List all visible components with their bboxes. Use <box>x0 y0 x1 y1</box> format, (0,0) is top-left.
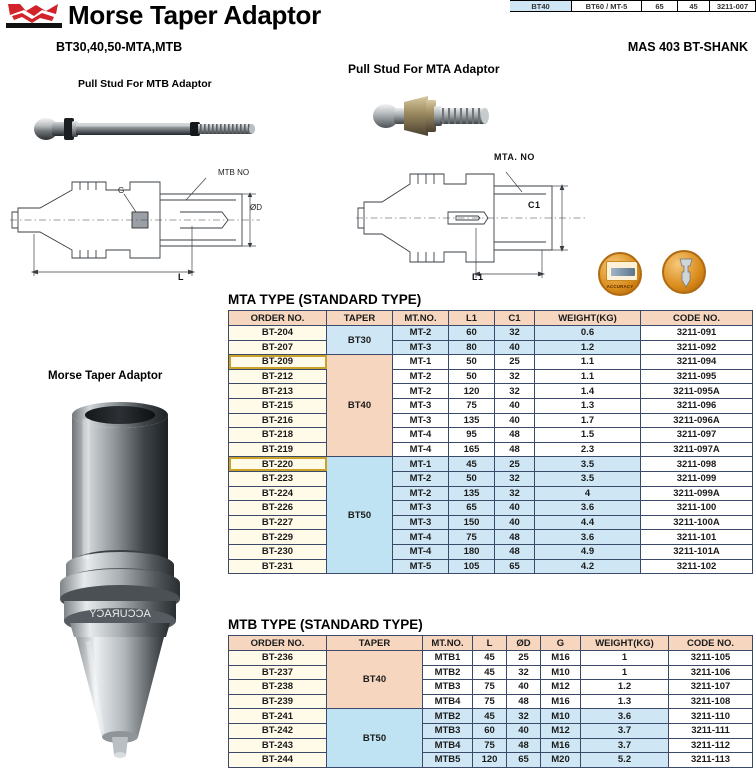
cell-od: 65 <box>507 753 541 768</box>
mta-table-header-row <box>229 311 753 326</box>
cell-mtno: MT-2 <box>393 486 449 501</box>
cell-c1: 40 <box>495 340 535 355</box>
mtb-line-drawing <box>10 160 260 280</box>
mtb-header-4: ØD <box>507 636 541 651</box>
label-g: G <box>118 186 125 195</box>
cell-weight: 1.1 <box>535 355 641 370</box>
table-row[interactable] <box>229 486 753 501</box>
cell-order-no: BT-241 <box>229 709 327 724</box>
table-row[interactable] <box>229 709 753 724</box>
cell-weight: 5.2 <box>581 753 669 768</box>
cell-weight: 3.6 <box>581 709 669 724</box>
logo-bar <box>6 23 62 28</box>
cell-order-no: BT-215 <box>229 398 327 413</box>
mtb-header-7: CODE NO. <box>669 636 753 651</box>
top-partial-table <box>510 0 756 12</box>
cell-c1: 32 <box>495 471 535 486</box>
cell-taper: BT50 <box>327 457 393 574</box>
cell-weight: 4 <box>535 486 641 501</box>
cell-mtno: MTB3 <box>423 680 473 695</box>
mtb-table-block <box>228 617 753 768</box>
cell-c1: 25 <box>495 457 535 472</box>
cell-code: 3211-100 <box>641 501 753 516</box>
label-c1: C1 <box>528 200 541 210</box>
page-title: Morse Taper Adaptor <box>68 0 321 30</box>
table-row[interactable] <box>229 515 753 530</box>
cell-weight: 1.3 <box>535 398 641 413</box>
cell-order-no: BT-231 <box>229 559 327 574</box>
cell-mtno: MTB4 <box>423 738 473 753</box>
cell-code: 3211-094 <box>641 355 753 370</box>
cell-weight: 1.1 <box>535 369 641 384</box>
cell-code: 3211-098 <box>641 457 753 472</box>
cell-l1: 180 <box>449 544 495 559</box>
cell-mtno: MT-2 <box>393 384 449 399</box>
cell-c1: 48 <box>495 530 535 545</box>
cell-weight: 3.5 <box>535 457 641 472</box>
mta-header-1: TAPER <box>327 311 393 326</box>
cell-l1: 50 <box>449 471 495 486</box>
cell-code: 3211-105 <box>669 651 753 666</box>
table-row[interactable] <box>229 501 753 516</box>
cell-od: 32 <box>507 665 541 680</box>
cell-order-no: BT-239 <box>229 694 327 709</box>
cell-order-no: BT-220 <box>229 457 327 472</box>
accuracy-badge-label: ACCURACY <box>606 284 634 289</box>
mta-header-3: L1 <box>449 311 495 326</box>
cell-l1: 50 <box>449 369 495 384</box>
label-l1: L1 <box>472 272 484 282</box>
cell-code: 3211-108 <box>669 694 753 709</box>
cell-order-no: BT-243 <box>229 738 327 753</box>
table-row[interactable] <box>229 753 753 768</box>
table-row[interactable] <box>229 471 753 486</box>
cell-code: 3211-110 <box>669 709 753 724</box>
cell-taper: BT50 <box>327 709 423 767</box>
top-cell-4: 45 <box>678 0 710 11</box>
cell-mtno: MT-3 <box>393 398 449 413</box>
cell-mtno: MT-2 <box>393 471 449 486</box>
cell-l1: 135 <box>449 413 495 428</box>
cell-code: 3211-106 <box>669 665 753 680</box>
cell-code: 3211-111 <box>669 723 753 738</box>
cell-order-no: BT-216 <box>229 413 327 428</box>
top-cell-2: BT60 / MT-5 <box>572 0 642 11</box>
badge-illustration <box>606 261 638 281</box>
cell-g: M16 <box>541 694 581 709</box>
top-cell-1: BT40 <box>510 0 572 11</box>
cell-od: 40 <box>507 723 541 738</box>
toolholder-icon <box>677 258 695 288</box>
cell-l: 45 <box>473 651 507 666</box>
table-row[interactable] <box>229 694 753 709</box>
product-brand-text: ACCURACY <box>89 608 151 620</box>
table-row[interactable] <box>229 738 753 753</box>
mtb-header-1: TAPER <box>327 636 423 651</box>
table-row[interactable] <box>229 651 753 666</box>
mta-header-2: MT.NO. <box>393 311 449 326</box>
table-row[interactable] <box>229 442 753 457</box>
table-row[interactable] <box>229 428 753 443</box>
cell-l1: 75 <box>449 530 495 545</box>
cell-weight: 4.4 <box>535 515 641 530</box>
cell-code: 3211-100A <box>641 515 753 530</box>
cell-mtno: MT-3 <box>393 340 449 355</box>
cell-code: 3211-099 <box>641 471 753 486</box>
cell-order-no: BT-238 <box>229 680 327 695</box>
cell-l: 120 <box>473 753 507 768</box>
cell-c1: 32 <box>495 486 535 501</box>
mta-header-6: CODE NO. <box>641 311 753 326</box>
mtb-table-title: MTB TYPE (STANDARD TYPE) <box>228 617 423 632</box>
label-l: L <box>178 272 184 282</box>
cell-weight: 3.7 <box>581 738 669 753</box>
table-row[interactable] <box>229 355 753 370</box>
cell-code: 3211-101 <box>641 530 753 545</box>
cell-c1: 25 <box>495 355 535 370</box>
cell-weight: 2.3 <box>535 442 641 457</box>
cell-l1: 105 <box>449 559 495 574</box>
cell-l1: 150 <box>449 515 495 530</box>
cell-od: 32 <box>507 709 541 724</box>
mtb-table-header-row <box>229 636 753 651</box>
cell-order-no: BT-209 <box>229 355 327 370</box>
cell-weight: 3.7 <box>581 723 669 738</box>
caption-pull-stud-mta: Pull Stud For MTA Adaptor <box>348 62 500 76</box>
cell-order-no: BT-230 <box>229 544 327 559</box>
cell-c1: 48 <box>495 544 535 559</box>
cell-l: 75 <box>473 694 507 709</box>
cell-code: 3211-096A <box>641 413 753 428</box>
cell-l1: 45 <box>449 457 495 472</box>
table-row[interactable] <box>229 384 753 399</box>
cell-code: 3211-112 <box>669 738 753 753</box>
cell-mtno: MT-4 <box>393 428 449 443</box>
cell-g: M16 <box>541 651 581 666</box>
cell-code: 3211-097 <box>641 428 753 443</box>
cell-order-no: BT-242 <box>229 723 327 738</box>
accuracy-badge <box>598 252 642 296</box>
cell-weight: 1.4 <box>535 384 641 399</box>
label-mtb-no: MTB NO <box>218 168 250 177</box>
cell-l1: 95 <box>449 428 495 443</box>
cell-mtno: MTB5 <box>423 753 473 768</box>
rigidity-badge <box>662 250 706 294</box>
cell-weight: 1 <box>581 665 669 680</box>
cell-weight: 4.9 <box>535 544 641 559</box>
cell-l: 45 <box>473 709 507 724</box>
cell-weight: 1 <box>581 651 669 666</box>
cell-weight: 4.2 <box>535 559 641 574</box>
label-mta-no: MTA. NO <box>494 152 535 162</box>
cell-order-no: BT-226 <box>229 501 327 516</box>
cell-c1: 65 <box>495 559 535 574</box>
cell-code: 3211-097A <box>641 442 753 457</box>
table-row[interactable] <box>229 723 753 738</box>
cell-mtno: MTB1 <box>423 651 473 666</box>
cell-g: M12 <box>541 680 581 695</box>
cell-code: 3211-096 <box>641 398 753 413</box>
cell-order-no: BT-204 <box>229 326 327 341</box>
cell-order-no: BT-237 <box>229 665 327 680</box>
cell-c1: 40 <box>495 515 535 530</box>
cell-order-no: BT-213 <box>229 384 327 399</box>
standard-label: MAS 403 BT-SHANK <box>627 40 748 54</box>
cell-taper: BT40 <box>327 355 393 457</box>
table-row[interactable] <box>229 530 753 545</box>
cell-c1: 32 <box>495 369 535 384</box>
mta-header-4: C1 <box>495 311 535 326</box>
cell-l1: 135 <box>449 486 495 501</box>
table-row[interactable] <box>229 398 753 413</box>
mtb-header-2: MT.NO. <box>423 636 473 651</box>
cell-od: 48 <box>507 694 541 709</box>
cell-order-no: BT-227 <box>229 515 327 530</box>
cell-c1: 48 <box>495 428 535 443</box>
mta-header-5: WEIGHT(KG) <box>535 311 641 326</box>
cell-c1: 40 <box>495 398 535 413</box>
cell-weight: 1.7 <box>535 413 641 428</box>
cell-c1: 32 <box>495 326 535 341</box>
cell-code: 3211-107 <box>669 680 753 695</box>
cell-g: M16 <box>541 738 581 753</box>
cell-mtno: MT-2 <box>393 326 449 341</box>
cell-c1: 48 <box>495 442 535 457</box>
cell-mtno: MT-3 <box>393 501 449 516</box>
cell-order-no: BT-218 <box>229 428 327 443</box>
cell-weight: 1.3 <box>581 694 669 709</box>
cell-l1: 80 <box>449 340 495 355</box>
top-cell-5: 3211-007 <box>710 0 756 11</box>
caption-product: Morse Taper Adaptor <box>48 370 163 382</box>
cell-mtno: MTB4 <box>423 694 473 709</box>
mtb-header-0: ORDER NO. <box>229 636 327 651</box>
cell-c1: 40 <box>495 501 535 516</box>
cell-code: 3211-099A <box>641 486 753 501</box>
cell-code: 3211-095 <box>641 369 753 384</box>
mta-line-drawing <box>356 158 586 283</box>
cell-weight: 1.5 <box>535 428 641 443</box>
cell-order-no: BT-207 <box>229 340 327 355</box>
mtb-header-6: WEIGHT(KG) <box>581 636 669 651</box>
cell-code: 3211-101A <box>641 544 753 559</box>
cell-weight: 3.6 <box>535 530 641 545</box>
cell-mtno: MT-3 <box>393 515 449 530</box>
table-row[interactable] <box>229 326 753 341</box>
mtb-header-5: G <box>541 636 581 651</box>
pull-stud-mtb-photo <box>30 96 260 152</box>
cell-l: 75 <box>473 680 507 695</box>
table-row[interactable] <box>229 544 753 559</box>
cell-mtno: MTB2 <box>423 665 473 680</box>
cell-order-no: BT-244 <box>229 753 327 768</box>
table-row[interactable] <box>229 457 753 472</box>
cell-mtno: MT-1 <box>393 457 449 472</box>
cell-mtno: MT-4 <box>393 442 449 457</box>
table-row[interactable] <box>229 680 753 695</box>
cell-mtno: MT-1 <box>393 355 449 370</box>
table-row[interactable] <box>229 340 753 355</box>
cell-code: 3211-092 <box>641 340 753 355</box>
cell-code: 3211-113 <box>669 753 753 768</box>
mtb-header-3: L <box>473 636 507 651</box>
cell-code: 3211-102 <box>641 559 753 574</box>
top-cell-3: 65 <box>642 0 678 11</box>
brand-logo <box>6 2 62 28</box>
product-photo <box>30 385 210 765</box>
cell-l1: 50 <box>449 355 495 370</box>
mta-header-0: ORDER NO. <box>229 311 327 326</box>
cell-g: M10 <box>541 665 581 680</box>
cell-l1: 120 <box>449 384 495 399</box>
cell-mtno: MT-4 <box>393 530 449 545</box>
mtb-table <box>228 635 753 768</box>
cell-mtno: MT-3 <box>393 413 449 428</box>
cell-l1: 65 <box>449 501 495 516</box>
cell-order-no: BT-219 <box>229 442 327 457</box>
cell-l1: 60 <box>449 326 495 341</box>
cell-order-no: BT-223 <box>229 471 327 486</box>
cell-code: 3211-091 <box>641 326 753 341</box>
mta-table <box>228 310 753 574</box>
caption-pull-stud-mtb: Pull Stud For MTB Adaptor <box>78 78 212 90</box>
table-row[interactable] <box>229 665 753 680</box>
cell-weight: 3.6 <box>535 501 641 516</box>
cell-mtno: MT-4 <box>393 544 449 559</box>
cell-l1: 75 <box>449 398 495 413</box>
model-code: BT30,40,50-MTA,MTB <box>56 40 183 54</box>
pull-stud-mta-photo <box>370 82 520 142</box>
cell-g: M10 <box>541 709 581 724</box>
cell-weight: 3.5 <box>535 471 641 486</box>
mta-table-title: MTA TYPE (STANDARD TYPE) <box>228 292 422 307</box>
cell-od: 48 <box>507 738 541 753</box>
cell-code: 3211-095A <box>641 384 753 399</box>
cell-weight: 1.2 <box>535 340 641 355</box>
cell-od: 40 <box>507 680 541 695</box>
mta-table-block <box>228 292 753 574</box>
cell-order-no: BT-224 <box>229 486 327 501</box>
cell-order-no: BT-229 <box>229 530 327 545</box>
cell-weight: 1.2 <box>581 680 669 695</box>
cell-order-no: BT-236 <box>229 651 327 666</box>
cell-mtno: MTB2 <box>423 709 473 724</box>
table-row[interactable] <box>229 413 753 428</box>
cell-mtno: MT-2 <box>393 369 449 384</box>
cell-c1: 40 <box>495 413 535 428</box>
cell-l: 60 <box>473 723 507 738</box>
cell-g: M12 <box>541 723 581 738</box>
cell-l: 75 <box>473 738 507 753</box>
cell-l: 45 <box>473 665 507 680</box>
table-row[interactable] <box>229 369 753 384</box>
cell-mtno: MTB3 <box>423 723 473 738</box>
cell-l1: 165 <box>449 442 495 457</box>
cell-taper: BT40 <box>327 651 423 709</box>
cell-g: M20 <box>541 753 581 768</box>
cell-c1: 32 <box>495 384 535 399</box>
label-od: ØD <box>250 203 262 212</box>
table-row[interactable] <box>229 559 753 574</box>
cell-od: 25 <box>507 651 541 666</box>
cell-weight: 0.6 <box>535 326 641 341</box>
cell-order-no: BT-212 <box>229 369 327 384</box>
cell-mtno: MT-5 <box>393 559 449 574</box>
cell-taper: BT30 <box>327 326 393 355</box>
